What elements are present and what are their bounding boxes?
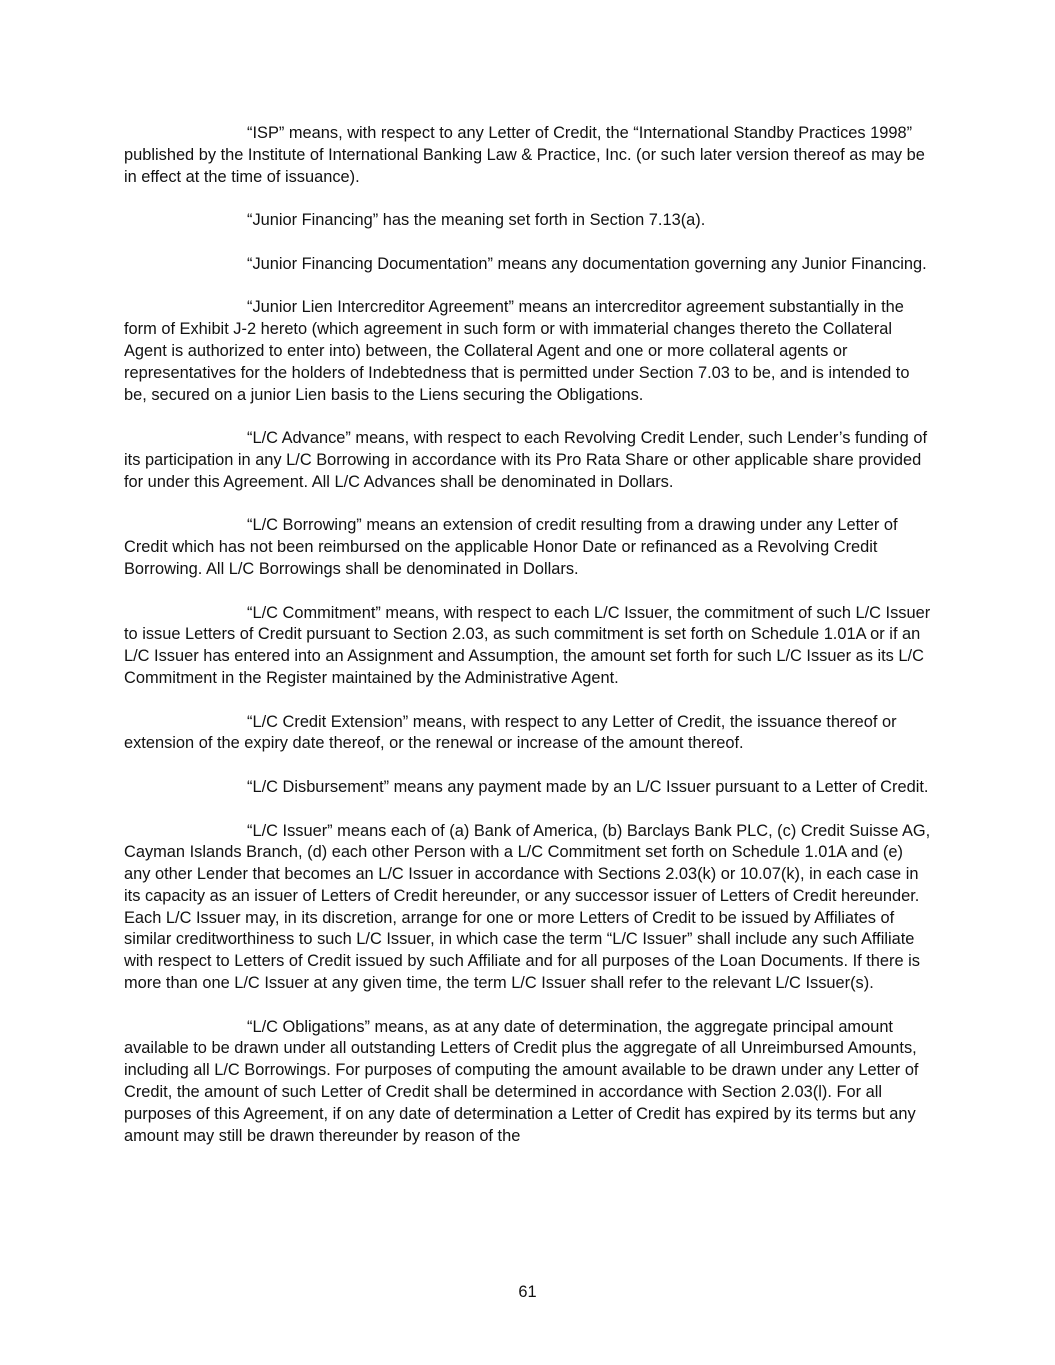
defined-term: “ISP”	[247, 124, 285, 142]
definition-text: means, as at any date of determination, the aggregate principal amount available to be drawn under all outstanding Letters of Credit plus the aggregate of all Unreimbursed Amounts, including all L/C Borrowings. For purposes of computing the amount available to be drawn under any Letter of Credit, the amount of such Letter of Credit shall be determined in accordance with Section 2.03(l). For all purposes of this Agreement, if on any date of determination a Letter of Credit has expired by its terms but any amount may still be drawn thereunder by reason of the	[124, 1017, 919, 1145]
definition-junior-lien-intercreditor-agreement	[124, 297, 932, 406]
defined-term: “L/C Advance”	[247, 429, 351, 448]
definition-lc-borrowing	[124, 515, 932, 580]
definition-lc-advance	[124, 428, 932, 493]
definition-text: means an intercreditor agreement substantially in the form of Exhibit J-2 hereto (which agreement in such form or with immaterial changes thereto the Collateral Agent is authorized to enter into) between, the Collateral Agent and one or more collateral agents or representatives for the holders of Indebtedness that is permitted under Section 7.03 to be, and is intended to be, secured on a junior Lien basis to the Liens securing the Obligations.	[124, 298, 910, 404]
defined-term: “L/C Credit Extension”	[247, 712, 409, 731]
definition-text: means any documentation governing any Junior Financing.	[492, 254, 927, 273]
page-number: 61	[518, 1283, 537, 1301]
definition-lc-disbursement	[124, 777, 932, 799]
defined-term: “L/C Disbursement”	[247, 777, 390, 796]
definition-lc-issuer	[124, 821, 932, 995]
definition-junior-financing	[124, 210, 932, 232]
document-body	[124, 123, 932, 1169]
definition-lc-obligations	[124, 1017, 932, 1148]
definition-text: means, with respect to each Revolving Credit Lender, such Lender’s funding of its participation in any L/C Borrowing in accordance with its Pro Rata Share or other applicable share provided for under this Agreement. All L/C Advances shall be denominated in Dollars.	[124, 429, 927, 491]
definition-lc-commitment	[124, 603, 932, 690]
definition-text: means an extension of credit resulting from a drawing under any Letter of Credit which has not been reimbursed on the applicable Honor Date or refinanced as a Revolving Credit Borrowing. All L/C Borrowings shall be denominated in Dollars.	[124, 516, 898, 578]
definition-text: means, with respect to any Letter of Credit, the issuance thereof or extension of the expiry date thereof, or the renewal or increase of the amount thereof.	[124, 712, 897, 753]
defined-term: “Junior Financing Documentation”	[247, 254, 493, 273]
defined-term: “L/C Borrowing”	[247, 516, 362, 535]
defined-term: “L/C Commitment”	[247, 603, 381, 622]
definition-text: means any payment made by an L/C Issuer pursuant to a Letter of Credit.	[389, 777, 929, 796]
defined-term: “L/C Issuer”	[247, 821, 333, 840]
defined-term: “Junior Financing”	[247, 211, 379, 230]
definition-lc-credit-extension	[124, 712, 932, 756]
definition-text: means, with respect to any Letter of Credit, the “International Standby Practices 1998” published by the Institute of International Banking Law & Practice, Inc. (or such later version thereof as may be in effect at the time of issuance).	[124, 124, 925, 186]
definition-isp	[124, 123, 932, 188]
definition-text: has the meaning set forth in Section 7.13(a).	[378, 211, 706, 230]
definition-text: means, with respect to each L/C Issuer, the commitment of such L/C Issuer to issue Letters of Credit pursuant to Section 2.03, as such commitment is set forth on Schedule 1.01A or if an L/C Issuer has entered into an Assignment and Assumption, the amount set forth for such L/C Issuer as its L/C Commitment in the Register maintained by the Administrative Agent.	[124, 603, 931, 687]
defined-term: “Junior Lien Intercreditor Agreement”	[247, 298, 514, 317]
definition-text: means each of (a) Bank of America, (b) Barclays Bank PLC, (c) Credit Suisse AG, Cayman Islands Branch, (d) each other Person with a L/C Commitment set forth on Schedule 1.01A and (e) any other Lender that becomes an L/C Issuer in accordance with Sections 2.03(k) or 10.07(k), in each case in its capacity as an issuer of Letters of Credit hereunder, or any successor issuer of Letters of Credit hereunder. Each L/C Issuer may, in its discretion, arrange for one or more Letters of Credit to be issued by Affiliates of similar creditworthiness to such L/C Issuer, in which case the term “L/C Issuer” shall include any such Affiliate with respect to Letters of Credit issued by such Affiliate and for all purposes of the Loan Documents. If there is more than one L/C Issuer at any given time, the term L/C Issuer shall refer to the relevant L/C Issuer(s).	[124, 821, 931, 993]
definition-junior-financing-documentation	[124, 254, 932, 276]
defined-term: “L/C Obligations”	[247, 1017, 370, 1036]
